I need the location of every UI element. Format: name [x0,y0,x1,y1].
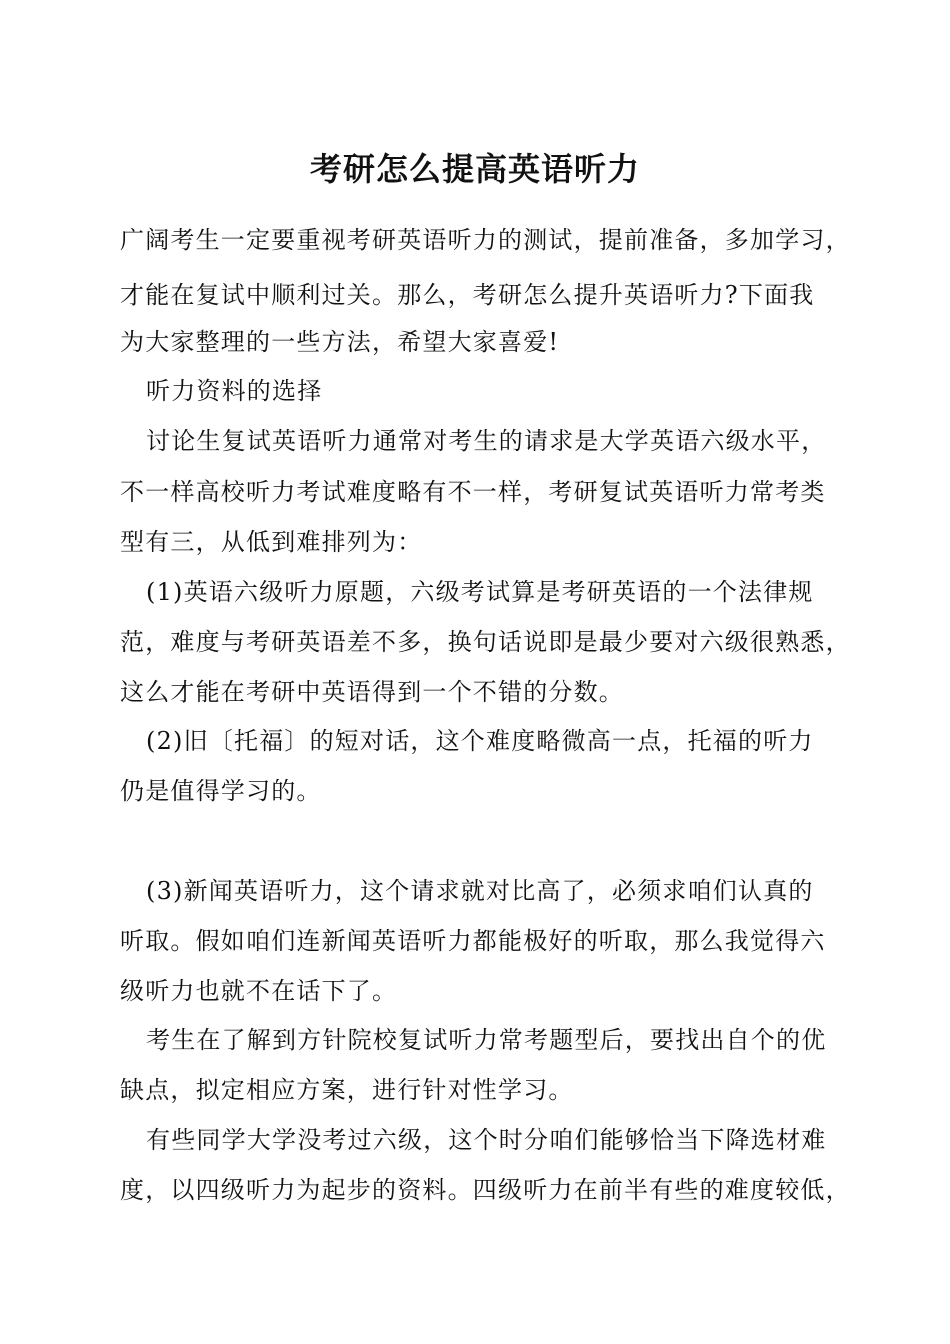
list-item-line: 级听力也就不在话下了。 [120,977,398,1005]
paragraph-line: 考生在了解到方针院校复试听力常考题型后，要找出自个的优 [146,1026,827,1054]
paragraph-line: 广阔考生一定要重视考研英语听力的测试，提前准备，多加学习， [120,226,851,254]
list-item-line: 听取。假如咱们连新闻英语听力都能极好的听取，那么我觉得六 [120,927,826,955]
paragraph-line: 不一样高校听力考试难度略有不一样，考研复试英语听力常考类 [120,478,826,506]
paragraph-line: 型有三，从低到难排列为： [120,528,423,556]
list-item-line: 范，难度与考研英语差不多，换句话说即是最少要对六级很熟悉， [120,628,851,656]
paragraph-line: 为大家整理的一些方法，希望大家喜爱! [120,328,560,356]
paragraph-line: 缺点，拟定相应方案，进行针对性学习。 [120,1076,574,1104]
list-item-line: (3)新闻英语听力，这个请求就对比高了，必须求咱们认真的 [146,877,814,905]
list-item-line: 这么才能在考研中英语得到一个不错的分数。 [120,678,624,706]
document-title: 考研怎么提高英语听力 [309,150,640,188]
paragraph-line: 讨论生复试英语听力通常对考生的请求是大学英语六级水平， [146,427,827,455]
paragraph-line: 有些同学大学没考过六级，这个时分咱们能够恰当下降选材难 [146,1126,827,1154]
paragraph-line: 度，以四级听力为起步的资料。四级听力在前半有些的难度较低， [120,1176,851,1204]
list-item-line: (1)英语六级听力原题，六级考试算是考研英语的一个法律规 [146,578,814,606]
section-heading: 听力资料的选择 [146,377,323,405]
list-item-line: (2)旧〔托福〕的短对话，这个难度略微高一点，托福的听力 [146,727,814,755]
paragraph-line: 才能在复试中顺利过关。那么，考研怎么提升英语听力?下面我 [120,281,815,309]
list-item-line: 仍是值得学习的。 [120,777,322,805]
